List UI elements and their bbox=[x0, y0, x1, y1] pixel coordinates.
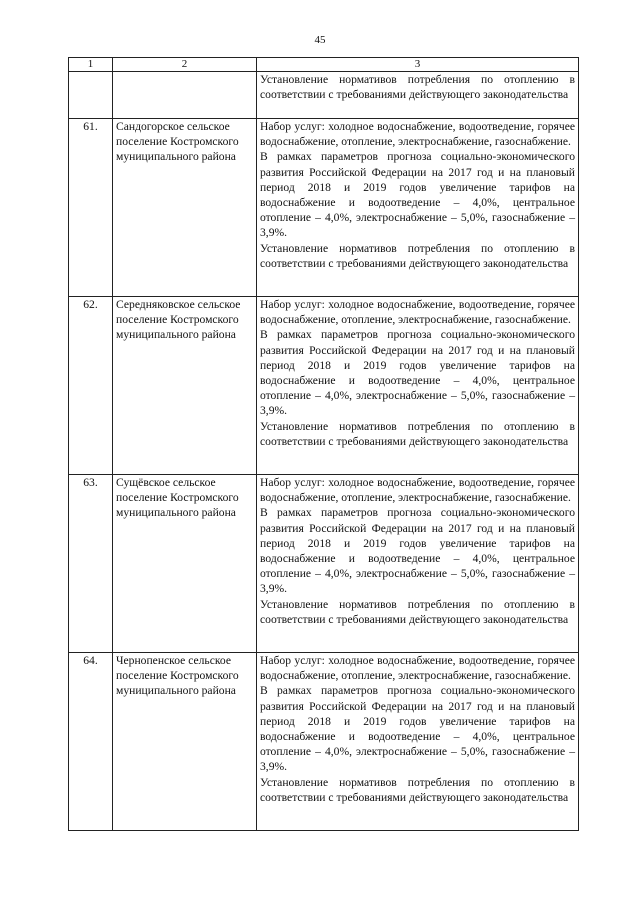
services-text: Набор услуг: холодное водоснабжение, водоотведение, горячее водоснабжение, отопление, электроснабжение, газоснабжение. bbox=[260, 298, 575, 327]
forecast-text: В рамках параметров прогноза социально-экономического развития Российской Федерации на 2017 год и на плановый период 2018 и 2019 годов увеличение тарифов на водоснабжение и водоотведение – 4,0%, центральное отопление – 4,0%, электроснабжение – 5,0%, газоснабжение – 3,9%. bbox=[260, 328, 575, 418]
norms-text: Установление нормативов потребления по отоплению в соответствии с требованиями действующего законодательства bbox=[260, 775, 575, 804]
row-number: 61. bbox=[69, 119, 113, 297]
table-header-row bbox=[69, 58, 579, 72]
page-number: 45 bbox=[314, 34, 326, 46]
table-row-62 bbox=[69, 297, 579, 475]
row-description bbox=[257, 475, 579, 653]
column-header-description: 3 bbox=[257, 58, 579, 72]
row-number: 62. bbox=[69, 297, 113, 475]
norms-text: Установление нормативов потребления по отоплению в соответствии с требованиями действующего законодательства bbox=[260, 73, 575, 102]
row-description bbox=[257, 119, 579, 297]
forecast-text: В рамках параметров прогноза социально-экономического развития Российской Федерации на 2017 год и на плановый период 2018 и 2019 годов увеличение тарифов на водоснабжение и водоотведение – 4,0%, центральное отопление – 4,0%, электроснабжение – 5,0%, газоснабжение – 3,9%. bbox=[260, 684, 575, 774]
services-text: Набор услуг: холодное водоснабжение, водоотведение, горячее водоснабжение, отопление, электроснабжение, газоснабжение. bbox=[260, 120, 575, 149]
forecast-text: В рамках параметров прогноза социально-экономического развития Российской Федерации на 2017 год и на плановый период 2018 и 2019 годов увеличение тарифов на водоснабжение и водоотведение – 4,0%, центральное отопление – 4,0%, электроснабжение – 5,0%, газоснабжение – 3,9%. bbox=[260, 506, 575, 596]
table-row-continuation bbox=[69, 72, 579, 119]
row-number bbox=[69, 72, 113, 119]
table-row-61 bbox=[69, 119, 579, 297]
settlement-name bbox=[113, 72, 257, 119]
row-description bbox=[257, 653, 579, 831]
row-description bbox=[257, 297, 579, 475]
table-row-63 bbox=[69, 475, 579, 653]
row-number: 64. bbox=[69, 653, 113, 831]
row-number: 63. bbox=[69, 475, 113, 653]
column-header-number: 1 bbox=[69, 58, 113, 72]
row-description bbox=[257, 72, 579, 119]
forecast-text: В рамках параметров прогноза социально-экономического развития Российской Федерации на 2017 год и на плановый период 2018 и 2019 годов увеличение тарифов на водоснабжение и водоотведение – 4,0%, центральное отопление – 4,0%, электроснабжение – 5,0%, газоснабжение – 3,9%. bbox=[260, 150, 575, 240]
norms-text: Установление нормативов потребления по отоплению в соответствии с требованиями действующего законодательства bbox=[260, 419, 575, 448]
services-text: Набор услуг: холодное водоснабжение, водоотведение, горячее водоснабжение, отопление, электроснабжение, газоснабжение. bbox=[260, 476, 575, 505]
table-row-64 bbox=[69, 653, 579, 831]
municipal-tariff-table bbox=[68, 57, 579, 831]
norms-text: Установление нормативов потребления по отоплению в соответствии с требованиями действующего законодательства bbox=[260, 241, 575, 270]
settlement-name: Сущёвское сельское поселение Костромского муниципального района bbox=[113, 475, 257, 653]
norms-text: Установление нормативов потребления по отоплению в соответствии с требованиями действующего законодательства bbox=[260, 597, 575, 626]
services-text: Набор услуг: холодное водоснабжение, водоотведение, горячее водоснабжение, отопление, электроснабжение, газоснабжение. bbox=[260, 654, 575, 683]
settlement-name: Сандогорское сельское поселение Костромского муниципального района bbox=[113, 119, 257, 297]
settlement-name: Середняковское сельское поселение Костромского муниципального района bbox=[113, 297, 257, 475]
settlement-name: Чернопенское сельское поселение Костромского муниципального района bbox=[113, 653, 257, 831]
column-header-name: 2 bbox=[113, 58, 257, 72]
